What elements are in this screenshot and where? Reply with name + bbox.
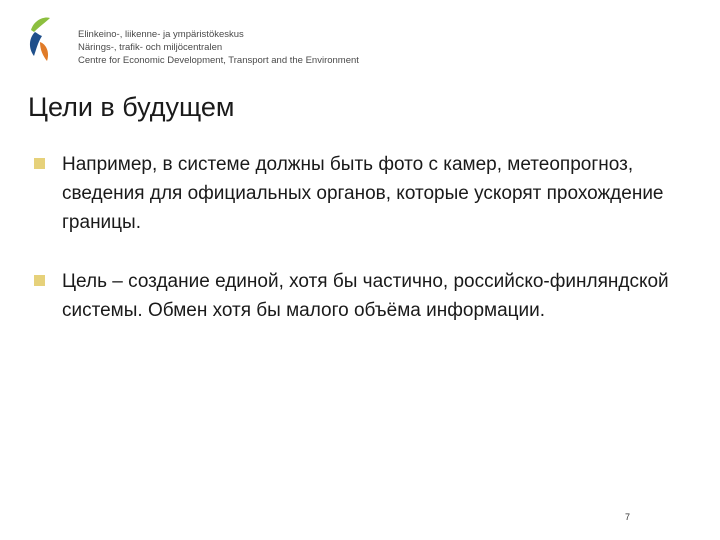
organization-name [78,28,359,67]
org-name-swedish: Närings-, trafik- och miljöcentralen [78,42,223,53]
bullet-list [34,150,674,355]
bullet-item [34,150,674,237]
ely-emblem-icon [26,14,52,64]
bullet-item [34,267,674,325]
bullet-text: Например, в системе должны быть фото с камер, метеопрогноз, сведения для официальных органов, которые ускорят прохождение границы. [62,154,664,233]
bullet-square-icon [34,158,45,169]
slide-title: Цели в будущем [28,92,235,122]
org-name-finnish: Elinkeino-, liikenne- ja ympäristökeskus [78,29,244,40]
bullet-square-icon [34,275,45,286]
org-name-english: Centre for Economic Development, Transport and the Environment [78,55,359,66]
bullet-text: Цель – создание единой, хотя бы частично, российско-финляндской системы. Обмен хотя бы малого объёма информации. [62,271,669,321]
ely-centre-logo [26,14,359,74]
page-number: 7 [625,512,631,522]
